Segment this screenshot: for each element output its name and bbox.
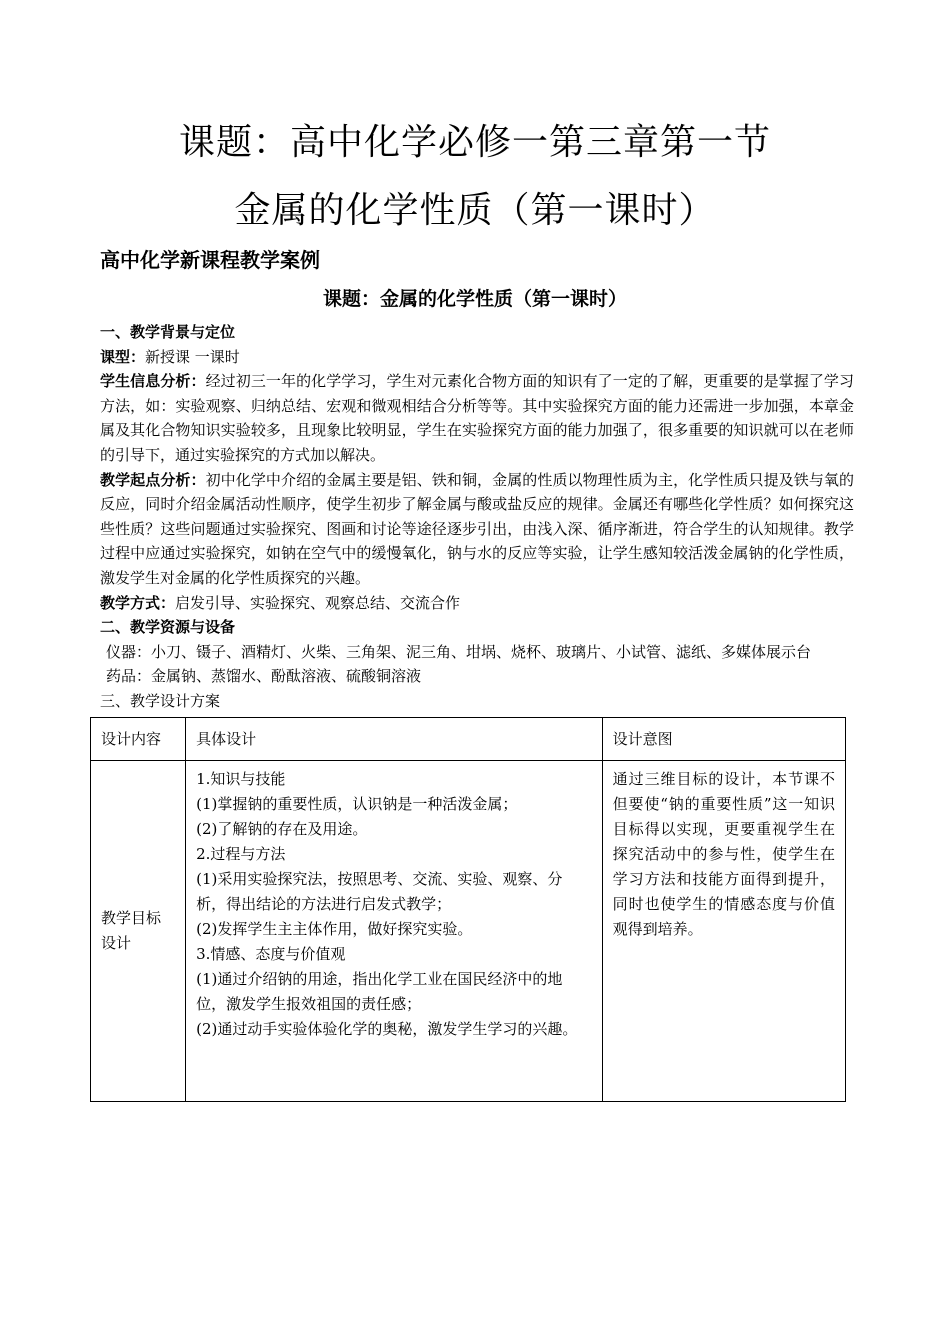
- design-intent-cell: 通过三维目标的设计，本节课不但要使“钠的重要性质”这一知识目标得以实现，更要重视学生在探究活动中的参与性，使学生在学习方法和技能方面得到提升，同时也使学生的情感态度与价值观得到培养。: [602, 761, 845, 1102]
- table-row: [91, 761, 846, 1102]
- teaching-method: [100, 591, 854, 616]
- course-type-value: 新授课 一课时: [145, 347, 240, 366]
- header-specific-design: 具体设计: [186, 718, 603, 761]
- design-table: [90, 717, 846, 1102]
- teaching-method-label: 教学方式：: [100, 593, 176, 612]
- design-details-cell: [186, 761, 603, 1102]
- student-analysis: [100, 369, 854, 467]
- header-design-content: 设计内容: [91, 718, 186, 761]
- student-analysis-label: 学生信息分析：: [100, 372, 206, 391]
- document-title-line2: 金属的化学性质（第一课时）: [234, 190, 716, 231]
- design-line: 3.情感、态度与价值观: [196, 945, 346, 963]
- row-label: 教学目标设计: [91, 761, 186, 1102]
- design-line: 2.过程与方法: [196, 845, 286, 863]
- start-analysis-text: 初中化学中介绍的金属主要是铝、铁和铜，金属的性质以物理性质为主，化学性质只提及铁与氧的反应，同时介绍金属活动性顺序，使学生初步了解金属与酸或盐反应的规律。金属还有哪些化学性质？如何探究这些性质？这些问题通过实验探究、图画和讨论等途径逐步引出，由浅入深、循序渐进，符合学生的认知规律。教学过程中应通过实验探究，如钠在空气中的缓慢氧化，钠与水的反应等实验，让学生感知较活泼金属钠的化学性质，激发学生对金属的化学性质探究的兴趣。: [100, 470, 854, 587]
- reagents-list: 药品：金属钠、蒸馏水、酚酞溶液、硫酸铜溶液: [106, 667, 422, 686]
- design-line: (1)掌握钠的重要性质，认识钠是一种活泼金属；: [196, 795, 518, 813]
- design-line: (2)通过动手实验体验化学的奥秘，激发学生学习的兴趣。: [196, 1020, 578, 1038]
- start-analysis-label: 教学起点分析：: [100, 470, 206, 489]
- design-line: 1.知识与技能: [196, 770, 286, 788]
- sub-heading: 课题：金属的化学性质（第一课时）: [322, 288, 627, 310]
- teaching-method-value: 启发引导、实验探究、观察总结、交流合作: [175, 593, 461, 612]
- table-header-row: [91, 718, 846, 761]
- design-line: (2)了解钠的存在及用途。: [196, 820, 368, 838]
- section-3-heading: 三、教学设计方案: [100, 691, 221, 710]
- document-title-line1: 课题：高中化学必修一第三章第一节: [178, 122, 771, 163]
- design-line: (1)通过介绍钠的用途，指出化学工业在国民经济中的地位，激发学生报效祖国的责任感；: [196, 970, 563, 1013]
- document-body: [100, 320, 854, 714]
- design-line: (1)采用实验探究法，按照思考、交流、实验、观察、分析，得出结论的方法进行启发式教学；: [196, 870, 563, 913]
- case-heading: 高中化学新课程教学案例: [100, 248, 320, 272]
- course-type-label: 课型：: [100, 347, 146, 366]
- course-type: [100, 345, 854, 370]
- section-2-heading: 二、教学资源与设备: [100, 618, 236, 637]
- header-design-intent: 设计意图: [602, 718, 845, 761]
- design-line: (2)发挥学生主主体作用，做好探究实验。: [196, 920, 473, 938]
- instruments-list: 仪器：小刀、镊子、酒精灯、火柴、三角架、泥三角、坩埚、烧杯、玻璃片、小试管、滤纸、多媒体展示台: [106, 642, 812, 661]
- student-analysis-text: 经过初三一年的化学学习，学生对元素化合物方面的知识有了一定的了解，更重要的是掌握了学习方法，如：实验观察、归纳总结、宏观和微观相结合分析等等。其中实验探究方面的能力还需进一步加强，本章金属及其化合物知识实验较多，且现象比较明显，学生在实验探究方面的能力加强了，很多重要的知识就可以在老师的引导下，通过实验探究的方式加以解决。: [100, 372, 854, 464]
- start-analysis: [100, 468, 854, 591]
- section-1-heading: 一、教学背景与定位: [100, 323, 236, 341]
